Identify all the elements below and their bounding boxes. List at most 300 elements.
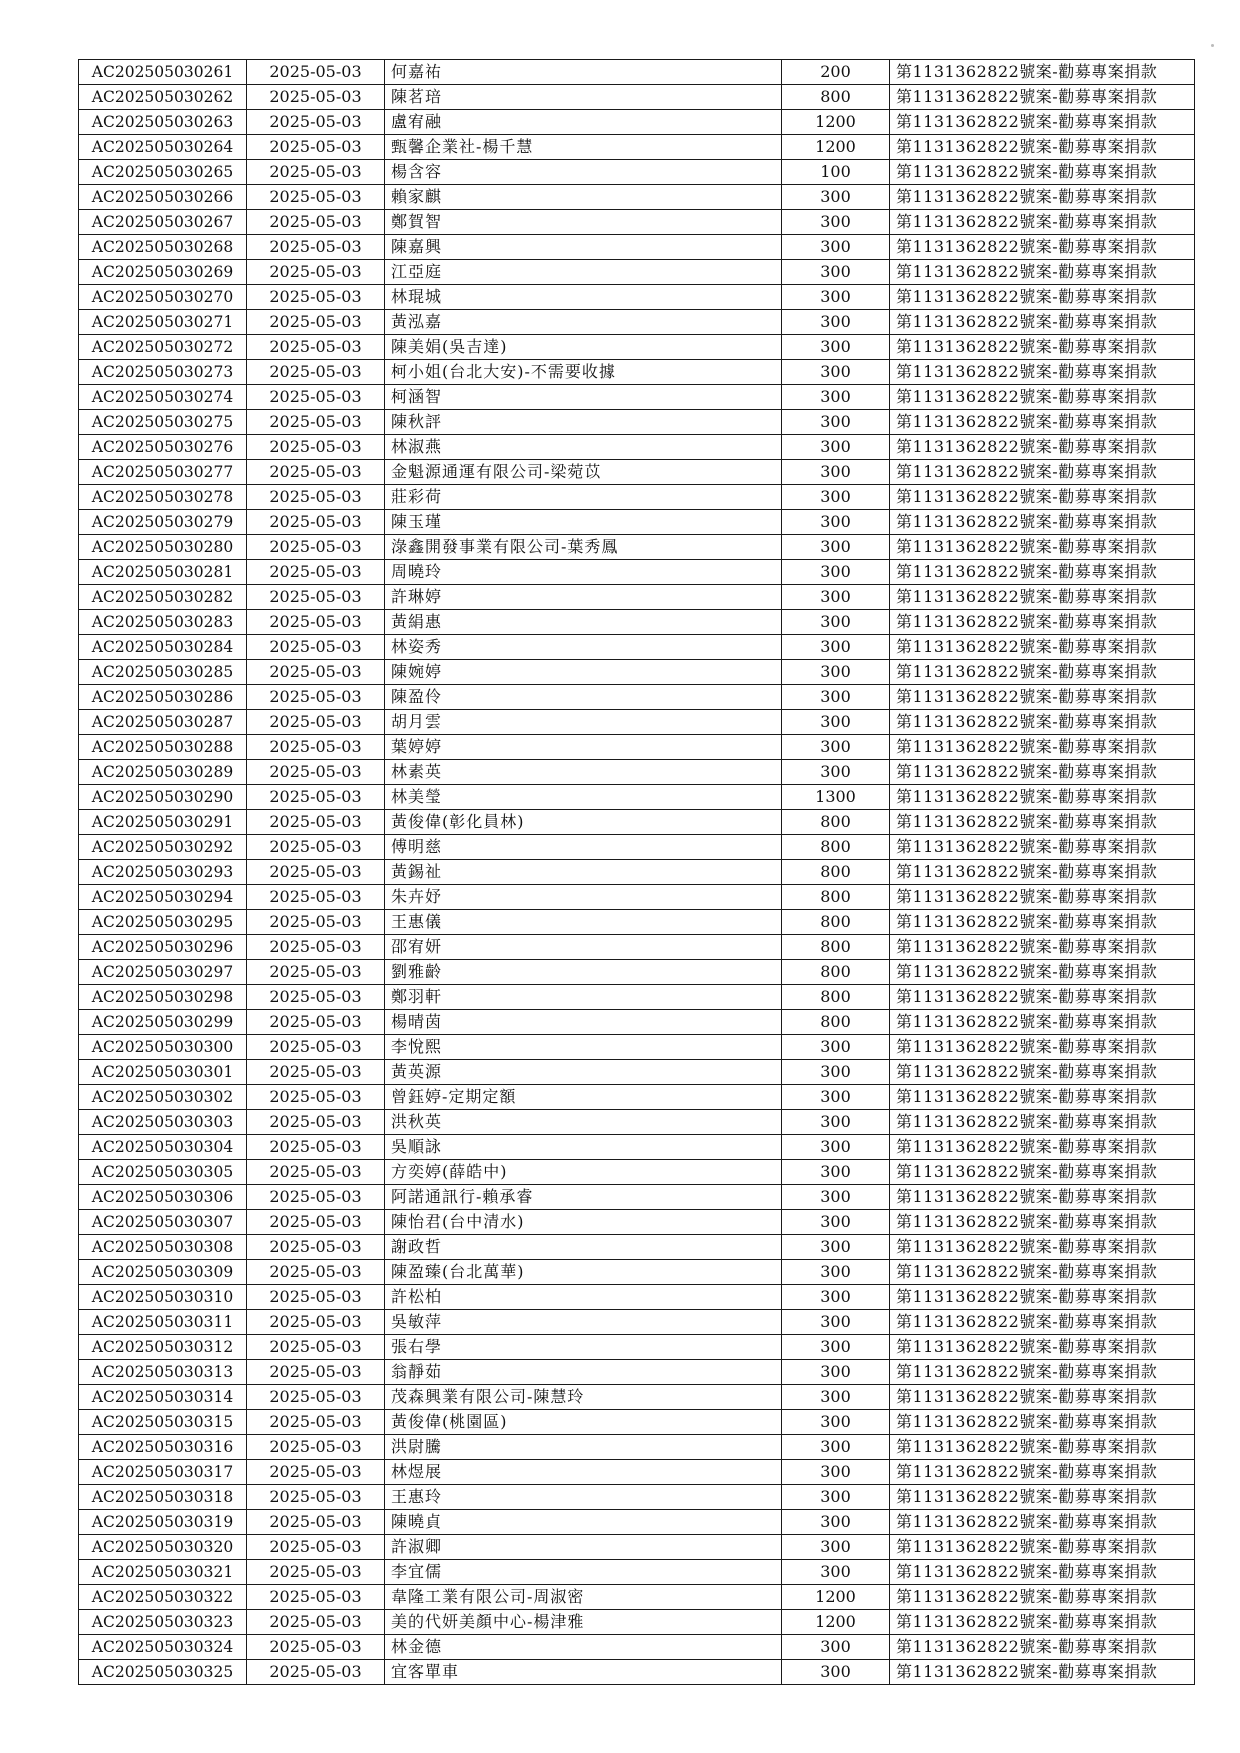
table-row: [79, 360, 1195, 385]
receipt-id-cell: AC202505030306: [79, 1185, 247, 1210]
date-cell: 2025-05-03: [247, 560, 385, 585]
note-cell: 第1131362822號案-勸募專案捐款: [890, 610, 1195, 635]
note-cell: 第1131362822號案-勸募專案捐款: [890, 1660, 1195, 1685]
note-cell: 第1131362822號案-勸募專案捐款: [890, 1635, 1195, 1660]
note-cell: 第1131362822號案-勸募專案捐款: [890, 410, 1195, 435]
donor-name-cell: 許松柏: [385, 1285, 782, 1310]
receipt-id-cell: AC202505030274: [79, 385, 247, 410]
amount-cell: 300: [782, 635, 890, 660]
donor-name-cell: 甄馨企業社-楊千慧: [385, 135, 782, 160]
donor-name-cell: 王惠儀: [385, 910, 782, 935]
date-cell: 2025-05-03: [247, 710, 385, 735]
table-row: [79, 410, 1195, 435]
date-cell: 2025-05-03: [247, 1485, 385, 1510]
receipt-id-cell: AC202505030266: [79, 185, 247, 210]
amount-cell: 300: [782, 1360, 890, 1385]
receipt-id-cell: AC202505030273: [79, 360, 247, 385]
receipt-id-cell: AC202505030262: [79, 85, 247, 110]
amount-cell: 300: [782, 1660, 890, 1685]
amount-cell: 300: [782, 535, 890, 560]
note-cell: 第1131362822號案-勸募專案捐款: [890, 1260, 1195, 1285]
note-cell: 第1131362822號案-勸募專案捐款: [890, 1360, 1195, 1385]
donor-name-cell: 茂森興業有限公司-陳慧玲: [385, 1385, 782, 1410]
note-cell: 第1131362822號案-勸募專案捐款: [890, 460, 1195, 485]
note-cell: 第1131362822號案-勸募專案捐款: [890, 1335, 1195, 1360]
amount-cell: 300: [782, 1235, 890, 1260]
amount-cell: 300: [782, 1435, 890, 1460]
table-row: [79, 1085, 1195, 1110]
date-cell: 2025-05-03: [247, 1235, 385, 1260]
table-row: [79, 1435, 1195, 1460]
donor-name-cell: 翁靜茹: [385, 1360, 782, 1385]
receipt-id-cell: AC202505030286: [79, 685, 247, 710]
note-cell: 第1131362822號案-勸募專案捐款: [890, 1585, 1195, 1610]
note-cell: 第1131362822號案-勸募專案捐款: [890, 1060, 1195, 1085]
note-cell: 第1131362822號案-勸募專案捐款: [890, 435, 1195, 460]
donor-name-cell: 葉婷婷: [385, 735, 782, 760]
table-row: [79, 1185, 1195, 1210]
receipt-id-cell: AC202505030289: [79, 760, 247, 785]
amount-cell: 300: [782, 260, 890, 285]
table-row: [79, 1160, 1195, 1185]
date-cell: 2025-05-03: [247, 1610, 385, 1635]
date-cell: 2025-05-03: [247, 260, 385, 285]
note-cell: 第1131362822號案-勸募專案捐款: [890, 985, 1195, 1010]
note-cell: 第1131362822號案-勸募專案捐款: [890, 560, 1195, 585]
receipt-id-cell: AC202505030292: [79, 835, 247, 860]
date-cell: 2025-05-03: [247, 960, 385, 985]
amount-cell: 300: [782, 1035, 890, 1060]
amount-cell: 300: [782, 760, 890, 785]
table-row: [79, 1260, 1195, 1285]
amount-cell: 300: [782, 1335, 890, 1360]
date-cell: 2025-05-03: [247, 1185, 385, 1210]
table-row: [79, 110, 1195, 135]
table-row: [79, 935, 1195, 960]
amount-cell: 800: [782, 860, 890, 885]
date-cell: 2025-05-03: [247, 210, 385, 235]
donor-name-cell: 林姿秀: [385, 635, 782, 660]
date-cell: 2025-05-03: [247, 1585, 385, 1610]
receipt-id-cell: AC202505030276: [79, 435, 247, 460]
table-row: [79, 1110, 1195, 1135]
receipt-id-cell: AC202505030323: [79, 1610, 247, 1635]
table-row: [79, 960, 1195, 985]
note-cell: 第1131362822號案-勸募專案捐款: [890, 135, 1195, 160]
date-cell: 2025-05-03: [247, 985, 385, 1010]
table-row: [79, 385, 1195, 410]
date-cell: 2025-05-03: [247, 785, 385, 810]
receipt-id-cell: AC202505030291: [79, 810, 247, 835]
amount-cell: 300: [782, 185, 890, 210]
table-row: [79, 985, 1195, 1010]
receipt-id-cell: AC202505030288: [79, 735, 247, 760]
date-cell: 2025-05-03: [247, 910, 385, 935]
note-cell: 第1131362822號案-勸募專案捐款: [890, 1110, 1195, 1135]
donor-name-cell: 陳怡君(台中清水): [385, 1210, 782, 1235]
note-cell: 第1131362822號案-勸募專案捐款: [890, 110, 1195, 135]
date-cell: 2025-05-03: [247, 60, 385, 85]
amount-cell: 1200: [782, 1585, 890, 1610]
table-row: [79, 1010, 1195, 1035]
table-row: [79, 760, 1195, 785]
note-cell: 第1131362822號案-勸募專案捐款: [890, 185, 1195, 210]
note-cell: 第1131362822號案-勸募專案捐款: [890, 1160, 1195, 1185]
receipt-id-cell: AC202505030308: [79, 1235, 247, 1260]
amount-cell: 300: [782, 435, 890, 460]
table-row: [79, 1610, 1195, 1635]
note-cell: 第1131362822號案-勸募專案捐款: [890, 660, 1195, 685]
amount-cell: 800: [782, 985, 890, 1010]
receipt-id-cell: AC202505030309: [79, 1260, 247, 1285]
donor-name-cell: 陳茗琣: [385, 85, 782, 110]
date-cell: 2025-05-03: [247, 1360, 385, 1385]
note-cell: 第1131362822號案-勸募專案捐款: [890, 485, 1195, 510]
note-cell: 第1131362822號案-勸募專案捐款: [890, 1560, 1195, 1585]
amount-cell: 300: [782, 410, 890, 435]
date-cell: 2025-05-03: [247, 835, 385, 860]
note-cell: 第1131362822號案-勸募專案捐款: [890, 585, 1195, 610]
note-cell: 第1131362822號案-勸募專案捐款: [890, 260, 1195, 285]
donor-name-cell: 傅明慈: [385, 835, 782, 860]
amount-cell: 300: [782, 1060, 890, 1085]
receipt-id-cell: AC202505030312: [79, 1335, 247, 1360]
amount-cell: 300: [782, 560, 890, 585]
table-row: [79, 185, 1195, 210]
amount-cell: 300: [782, 1485, 890, 1510]
receipt-id-cell: AC202505030317: [79, 1460, 247, 1485]
amount-cell: 300: [782, 710, 890, 735]
donor-name-cell: 美的代妍美顏中心-楊津雅: [385, 1610, 782, 1635]
amount-cell: 300: [782, 1310, 890, 1335]
donor-name-cell: 林煜展: [385, 1460, 782, 1485]
amount-cell: 800: [782, 960, 890, 985]
table-row: [79, 1635, 1195, 1660]
note-cell: 第1131362822號案-勸募專案捐款: [890, 60, 1195, 85]
date-cell: 2025-05-03: [247, 935, 385, 960]
table-row: [79, 235, 1195, 260]
receipt-id-cell: AC202505030281: [79, 560, 247, 585]
note-cell: 第1131362822號案-勸募專案捐款: [890, 310, 1195, 335]
amount-cell: 800: [782, 85, 890, 110]
donor-name-cell: 朱卉妤: [385, 885, 782, 910]
donor-name-cell: 林琨城: [385, 285, 782, 310]
note-cell: 第1131362822號案-勸募專案捐款: [890, 235, 1195, 260]
amount-cell: 300: [782, 360, 890, 385]
note-cell: 第1131362822號案-勸募專案捐款: [890, 1010, 1195, 1035]
note-cell: 第1131362822號案-勸募專案捐款: [890, 635, 1195, 660]
receipt-id-cell: AC202505030325: [79, 1660, 247, 1685]
date-cell: 2025-05-03: [247, 410, 385, 435]
note-cell: 第1131362822號案-勸募專案捐款: [890, 1385, 1195, 1410]
table-row: [79, 1310, 1195, 1335]
receipt-id-cell: AC202505030321: [79, 1560, 247, 1585]
date-cell: 2025-05-03: [247, 860, 385, 885]
receipt-id-cell: AC202505030297: [79, 960, 247, 985]
date-cell: 2025-05-03: [247, 185, 385, 210]
note-cell: 第1131362822號案-勸募專案捐款: [890, 1410, 1195, 1435]
amount-cell: 100: [782, 160, 890, 185]
table-row: [79, 260, 1195, 285]
table-row: [79, 1385, 1195, 1410]
note-cell: 第1131362822號案-勸募專案捐款: [890, 1460, 1195, 1485]
receipt-id-cell: AC202505030261: [79, 60, 247, 85]
amount-cell: 300: [782, 1510, 890, 1535]
receipt-id-cell: AC202505030272: [79, 335, 247, 360]
amount-cell: 800: [782, 810, 890, 835]
donor-name-cell: 陳盈臻(台北萬華): [385, 1260, 782, 1285]
table-row: [79, 610, 1195, 635]
note-cell: 第1131362822號案-勸募專案捐款: [890, 285, 1195, 310]
table-row: [79, 810, 1195, 835]
donor-name-cell: 黃俊偉(彰化員林): [385, 810, 782, 835]
table-row: [79, 1410, 1195, 1435]
table-row: [79, 560, 1195, 585]
donor-name-cell: 黃絹惠: [385, 610, 782, 635]
receipt-id-cell: AC202505030296: [79, 935, 247, 960]
receipt-id-cell: AC202505030294: [79, 885, 247, 910]
table-row: [79, 1485, 1195, 1510]
receipt-id-cell: AC202505030270: [79, 285, 247, 310]
receipt-id-cell: AC202505030283: [79, 610, 247, 635]
amount-cell: 1200: [782, 1610, 890, 1635]
date-cell: 2025-05-03: [247, 1510, 385, 1535]
donor-name-cell: 宜客單車: [385, 1660, 782, 1685]
amount-cell: 300: [782, 1160, 890, 1185]
date-cell: 2025-05-03: [247, 435, 385, 460]
amount-cell: 300: [782, 1285, 890, 1310]
receipt-id-cell: AC202505030264: [79, 135, 247, 160]
amount-cell: 300: [782, 210, 890, 235]
note-cell: 第1131362822號案-勸募專案捐款: [890, 785, 1195, 810]
table-row: [79, 1510, 1195, 1535]
table-row: [79, 85, 1195, 110]
date-cell: 2025-05-03: [247, 1635, 385, 1660]
note-cell: 第1131362822號案-勸募專案捐款: [890, 935, 1195, 960]
table-row: [79, 535, 1195, 560]
note-cell: 第1131362822號案-勸募專案捐款: [890, 210, 1195, 235]
receipt-id-cell: AC202505030295: [79, 910, 247, 935]
donor-name-cell: 方奕婷(薛皓中): [385, 1160, 782, 1185]
note-cell: 第1131362822號案-勸募專案捐款: [890, 1235, 1195, 1260]
receipt-id-cell: AC202505030280: [79, 535, 247, 560]
donor-name-cell: 何嘉祐: [385, 60, 782, 85]
amount-cell: 300: [782, 610, 890, 635]
date-cell: 2025-05-03: [247, 160, 385, 185]
amount-cell: 300: [782, 1260, 890, 1285]
note-cell: 第1131362822號案-勸募專案捐款: [890, 860, 1195, 885]
donor-name-cell: 洪尉騰: [385, 1435, 782, 1460]
date-cell: 2025-05-03: [247, 285, 385, 310]
date-cell: 2025-05-03: [247, 585, 385, 610]
table-row: [79, 710, 1195, 735]
table-row: [79, 1135, 1195, 1160]
note-cell: 第1131362822號案-勸募專案捐款: [890, 535, 1195, 560]
donor-name-cell: 胡月雲: [385, 710, 782, 735]
note-cell: 第1131362822號案-勸募專案捐款: [890, 1610, 1195, 1635]
donor-name-cell: 陳玉瑾: [385, 510, 782, 535]
receipt-id-cell: AC202505030303: [79, 1110, 247, 1135]
table-row: [79, 335, 1195, 360]
donor-name-cell: 黃英源: [385, 1060, 782, 1085]
donor-name-cell: 林素英: [385, 760, 782, 785]
table-row: [79, 860, 1195, 885]
table-row: [79, 635, 1195, 660]
table-row: [79, 310, 1195, 335]
date-cell: 2025-05-03: [247, 635, 385, 660]
amount-cell: 1200: [782, 110, 890, 135]
amount-cell: 300: [782, 660, 890, 685]
table-row: [79, 1535, 1195, 1560]
amount-cell: 300: [782, 685, 890, 710]
amount-cell: 300: [782, 235, 890, 260]
amount-cell: 300: [782, 1535, 890, 1560]
table-row: [79, 510, 1195, 535]
table-row: [79, 735, 1195, 760]
note-cell: 第1131362822號案-勸募專案捐款: [890, 810, 1195, 835]
amount-cell: 300: [782, 1085, 890, 1110]
table-row: [79, 1335, 1195, 1360]
receipt-id-cell: AC202505030285: [79, 660, 247, 685]
receipt-id-cell: AC202505030268: [79, 235, 247, 260]
amount-cell: 300: [782, 1185, 890, 1210]
receipt-id-cell: AC202505030287: [79, 710, 247, 735]
donor-name-cell: 周曉玲: [385, 560, 782, 585]
note-cell: 第1131362822號案-勸募專案捐款: [890, 1210, 1195, 1235]
date-cell: 2025-05-03: [247, 1010, 385, 1035]
note-cell: 第1131362822號案-勸募專案捐款: [890, 1285, 1195, 1310]
date-cell: 2025-05-03: [247, 360, 385, 385]
date-cell: 2025-05-03: [247, 810, 385, 835]
amount-cell: 300: [782, 585, 890, 610]
date-cell: 2025-05-03: [247, 460, 385, 485]
table-row: [79, 685, 1195, 710]
table-row: [79, 160, 1195, 185]
note-cell: 第1131362822號案-勸募專案捐款: [890, 85, 1195, 110]
note-cell: 第1131362822號案-勸募專案捐款: [890, 1310, 1195, 1335]
donor-name-cell: 王惠玲: [385, 1485, 782, 1510]
date-cell: 2025-05-03: [247, 385, 385, 410]
donor-name-cell: 林金德: [385, 1635, 782, 1660]
note-cell: 第1131362822號案-勸募專案捐款: [890, 710, 1195, 735]
receipt-id-cell: AC202505030300: [79, 1035, 247, 1060]
donor-name-cell: 許琳婷: [385, 585, 782, 610]
amount-cell: 300: [782, 285, 890, 310]
note-cell: 第1131362822號案-勸募專案捐款: [890, 160, 1195, 185]
donor-name-cell: 邵宥妍: [385, 935, 782, 960]
receipt-id-cell: AC202505030319: [79, 1510, 247, 1535]
date-cell: 2025-05-03: [247, 1135, 385, 1160]
table-row: [79, 285, 1195, 310]
table-row: [79, 585, 1195, 610]
donor-name-cell: 莊彩荷: [385, 485, 782, 510]
date-cell: 2025-05-03: [247, 1460, 385, 1485]
donor-name-cell: 林淑燕: [385, 435, 782, 460]
note-cell: 第1131362822號案-勸募專案捐款: [890, 1035, 1195, 1060]
table-row: [79, 1035, 1195, 1060]
receipt-id-cell: AC202505030275: [79, 410, 247, 435]
note-cell: 第1131362822號案-勸募專案捐款: [890, 910, 1195, 935]
table-row: [79, 660, 1195, 685]
donor-name-cell: 劉雅齡: [385, 960, 782, 985]
date-cell: 2025-05-03: [247, 135, 385, 160]
date-cell: 2025-05-03: [247, 535, 385, 560]
table-row: [79, 1660, 1195, 1685]
receipt-id-cell: AC202505030301: [79, 1060, 247, 1085]
table-row: [79, 135, 1195, 160]
donor-name-cell: 李宜儒: [385, 1560, 782, 1585]
donor-name-cell: 黃錫祉: [385, 860, 782, 885]
date-cell: 2025-05-03: [247, 610, 385, 635]
receipt-id-cell: AC202505030279: [79, 510, 247, 535]
note-cell: 第1131362822號案-勸募專案捐款: [890, 1135, 1195, 1160]
table-row: [79, 1460, 1195, 1485]
date-cell: 2025-05-03: [247, 310, 385, 335]
table-row: [79, 1210, 1195, 1235]
receipt-id-cell: AC202505030271: [79, 310, 247, 335]
receipt-id-cell: AC202505030305: [79, 1160, 247, 1185]
receipt-id-cell: AC202505030265: [79, 160, 247, 185]
receipt-id-cell: AC202505030320: [79, 1535, 247, 1560]
receipt-id-cell: AC202505030282: [79, 585, 247, 610]
table-row: [79, 210, 1195, 235]
table-row: [79, 435, 1195, 460]
date-cell: 2025-05-03: [247, 1335, 385, 1360]
donor-name-cell: 林美瑩: [385, 785, 782, 810]
note-cell: 第1131362822號案-勸募專案捐款: [890, 960, 1195, 985]
table-row: [79, 1060, 1195, 1085]
amount-cell: 1300: [782, 785, 890, 810]
donation-table-body: [79, 60, 1195, 1685]
donor-name-cell: 柯小姐(台北大安)-不需要收據: [385, 360, 782, 385]
amount-cell: 300: [782, 460, 890, 485]
amount-cell: 300: [782, 510, 890, 535]
date-cell: 2025-05-03: [247, 1035, 385, 1060]
donor-name-cell: 洪秋英: [385, 1110, 782, 1135]
donor-name-cell: 黃俊偉(桃園區): [385, 1410, 782, 1435]
table-row: [79, 60, 1195, 85]
table-row: [79, 1560, 1195, 1585]
note-cell: 第1131362822號案-勸募專案捐款: [890, 685, 1195, 710]
donor-name-cell: 吳順詠: [385, 1135, 782, 1160]
amount-cell: 300: [782, 1560, 890, 1585]
amount-cell: 300: [782, 1385, 890, 1410]
receipt-id-cell: AC202505030316: [79, 1435, 247, 1460]
donation-table: [78, 59, 1195, 1685]
note-cell: 第1131362822號案-勸募專案捐款: [890, 1535, 1195, 1560]
date-cell: 2025-05-03: [247, 885, 385, 910]
amount-cell: 300: [782, 385, 890, 410]
amount-cell: 300: [782, 1410, 890, 1435]
donor-name-cell: 楊晴茵: [385, 1010, 782, 1035]
donor-name-cell: 鄭賀智: [385, 210, 782, 235]
date-cell: 2025-05-03: [247, 1260, 385, 1285]
receipt-id-cell: AC202505030278: [79, 485, 247, 510]
donor-name-cell: 曾鈺婷-定期定額: [385, 1085, 782, 1110]
note-cell: 第1131362822號案-勸募專案捐款: [890, 1510, 1195, 1535]
note-cell: 第1131362822號案-勸募專案捐款: [890, 760, 1195, 785]
receipt-id-cell: AC202505030267: [79, 210, 247, 235]
date-cell: 2025-05-03: [247, 1535, 385, 1560]
donor-name-cell: 黃泓嘉: [385, 310, 782, 335]
donor-name-cell: 李悅熙: [385, 1035, 782, 1060]
donor-name-cell: 江亞庭: [385, 260, 782, 285]
amount-cell: 300: [782, 735, 890, 760]
amount-cell: 800: [782, 835, 890, 860]
date-cell: 2025-05-03: [247, 760, 385, 785]
amount-cell: 300: [782, 1210, 890, 1235]
receipt-id-cell: AC202505030299: [79, 1010, 247, 1035]
